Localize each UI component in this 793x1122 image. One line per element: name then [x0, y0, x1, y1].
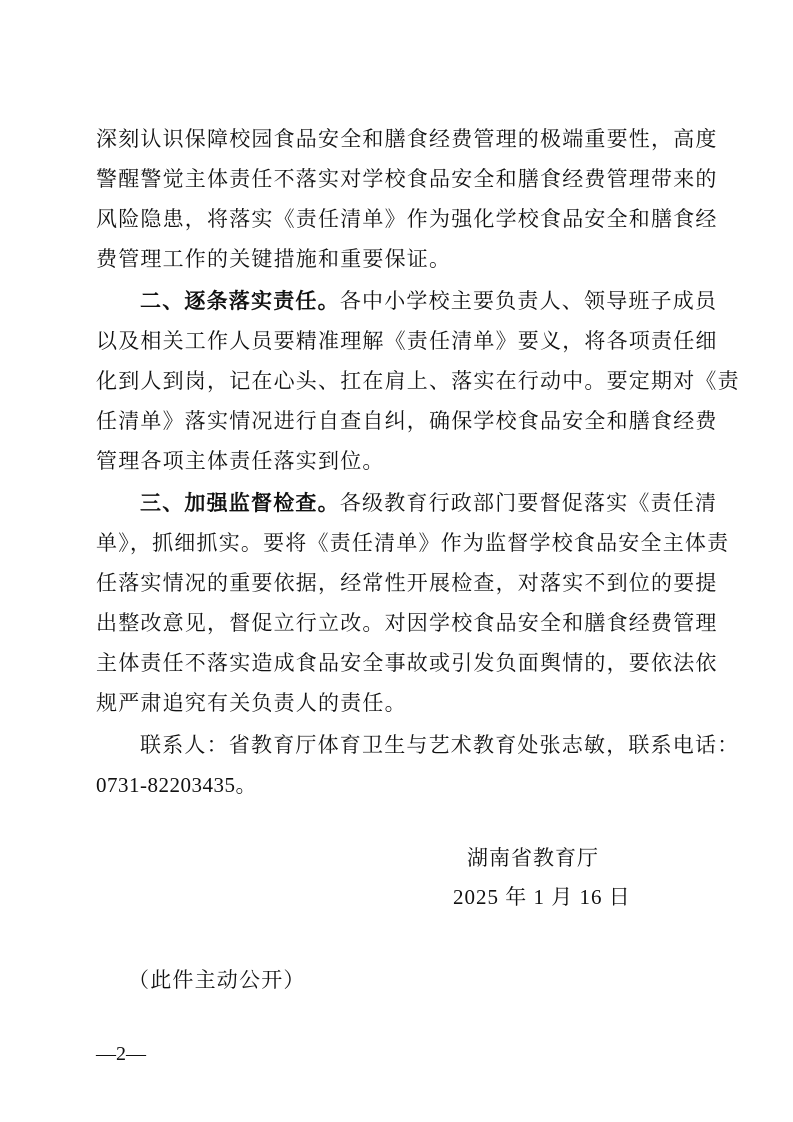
- issue-date: 2025 年 1 月 16 日: [453, 885, 631, 909]
- paragraph-2-line-1: [140, 286, 718, 316]
- paragraph-3-line-1-text: 各级教育行政部门要督促落实《责任清: [339, 491, 718, 515]
- paragraph-2-line-4: 任清单》落实情况进行自查自纠，确保学校食品安全和膳食经费: [96, 409, 718, 433]
- paragraph-3-line-2: 单》，抓细抓实。要将《责任清单》作为监督学校食品安全主体责: [96, 531, 730, 555]
- disclosure-note: （此件主动公开）: [128, 968, 306, 992]
- paragraph-2-line-5: 管理各项主体责任落实到位。: [96, 449, 385, 473]
- paragraph-2-line-3: 化到人到岗，记在心头、扛在肩上、落实在行动中。要定期对《责: [96, 369, 740, 393]
- paragraph-2-line-2: 以及相关工作人员要精准理解《责任清单》要义，将各项责任细: [96, 329, 718, 353]
- contact-line-1: 联系人：省教育厅体育卫生与艺术教育处张志敏，联系电话：: [140, 733, 740, 757]
- paragraph-3-line-3: 任落实情况的重要依据，经常性开展检查，对落实不到位的要提: [96, 571, 718, 595]
- paragraph-1-line-3: 风险隐患，将落实《责任清单》作为强化学校食品安全和膳食经: [96, 207, 718, 231]
- paragraph-1-line-4: 费管理工作的关键措施和重要保证。: [96, 247, 452, 271]
- paragraph-3-line-6: 规严肃追究有关负责人的责任。: [96, 691, 407, 715]
- paragraph-3-line-1: [140, 488, 718, 518]
- paragraph-2-line-1-text: 各中小学校主要负责人、领导班子成员: [339, 289, 718, 313]
- issuing-organization: 湖南省教育厅: [467, 846, 599, 870]
- paragraph-3-line-5: 主体责任不落实造成食品安全事故或引发负面舆情的，要依法依: [96, 651, 718, 675]
- paragraph-3-line-4: 出整改意见，督促立行立改。对因学校食品安全和膳食经费管理: [96, 611, 718, 635]
- paragraph-1-line-2: 警醒警觉主体责任不落实对学校食品安全和膳食经费管理带来的: [96, 167, 718, 191]
- section-2-heading: 二、逐条落实责任。: [140, 289, 340, 313]
- page-number: —2—: [96, 1043, 146, 1065]
- contact-phone: 0731-82203435。: [96, 773, 257, 797]
- section-3-heading: 三、加强监督检查。: [140, 491, 340, 515]
- paragraph-1-line-1: 深刻认识保障校园食品安全和膳食经费管理的极端重要性，高度: [96, 127, 718, 151]
